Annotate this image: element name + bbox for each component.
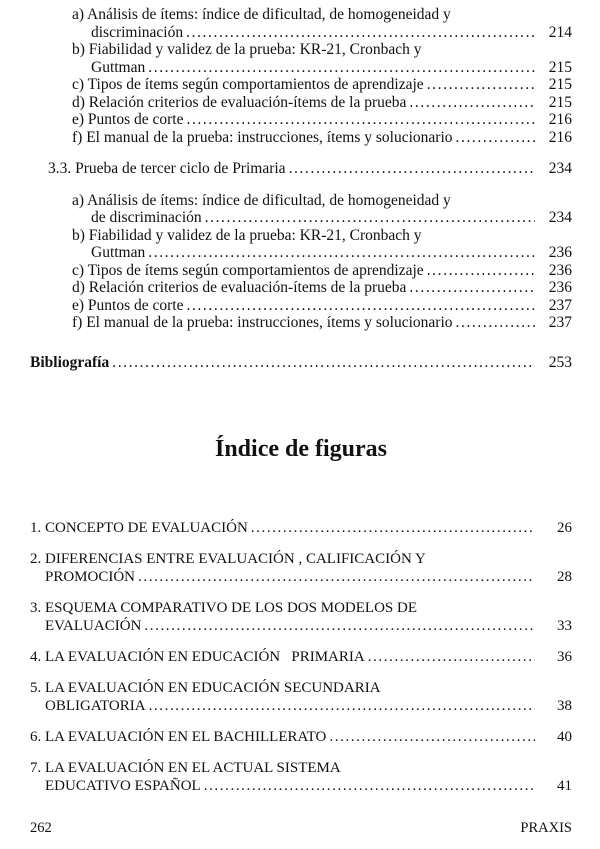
- entry-text: de discriminación: [91, 209, 202, 226]
- toc-line: [72, 314, 572, 332]
- toc-entry: [72, 279, 572, 297]
- entry-text: 3.3. Prueba de tercer ciclo de Primaria: [48, 160, 286, 177]
- figure-entry: [30, 648, 572, 666]
- entry-text: Bibliografía: [30, 353, 110, 371]
- figure-line: [30, 759, 572, 777]
- toc-line: [72, 24, 572, 42]
- entry-page-number: 216: [548, 128, 572, 146]
- entry-text: EVALUACIÓN: [45, 618, 142, 634]
- toc-line: [72, 244, 572, 262]
- entry-text: b) Fiabilidad y validez de la prueba: KR-21, Cronbach y: [72, 226, 422, 244]
- figure-line: [30, 648, 572, 666]
- entry-text: c) Tipos de ítems según comportamientos de aprendizaje: [72, 76, 424, 93]
- figure-entry: [30, 550, 572, 586]
- toc-line: [72, 111, 572, 129]
- entry-text: Guttman: [91, 244, 146, 261]
- toc-entry: [72, 6, 572, 41]
- figure-line: [30, 599, 572, 617]
- entry-text: d) Relación criterios de evaluación-ítems de la prueba: [72, 93, 407, 111]
- entry-page-number: 237: [548, 296, 572, 314]
- toc-entry: [72, 94, 572, 112]
- dot-leader: [289, 160, 535, 178]
- entry-text: 7. LA EVALUACIÓN EN EL ACTUAL SISTEMA: [30, 760, 341, 776]
- entry-page-number: 26: [557, 520, 572, 536]
- dot-leader: [149, 697, 535, 715]
- footer-page-number: 262: [30, 820, 52, 836]
- toc-entry: [72, 192, 572, 227]
- entry-text: e) Puntos de corte: [72, 296, 184, 314]
- dot-leader: [205, 209, 535, 227]
- entry-page-number: 38: [557, 698, 572, 714]
- dot-leader: [329, 728, 535, 746]
- entry-page-number: 28: [557, 569, 572, 585]
- entry-text: discriminación: [91, 23, 184, 41]
- toc-entry: [72, 129, 572, 147]
- entry-page-number: 41: [557, 778, 572, 794]
- toc-line: [30, 354, 572, 372]
- page-footer: [30, 820, 572, 837]
- toc-line: [72, 76, 572, 94]
- entry-page-number: 215: [548, 93, 572, 111]
- toc-subsection-block-2: [72, 192, 572, 332]
- figure-entry: [30, 728, 572, 746]
- toc-line: [72, 262, 572, 280]
- footer-publisher: PRAXIS: [520, 820, 572, 836]
- entry-page-number: 215: [548, 76, 572, 93]
- entry-page-number: 236: [548, 261, 572, 279]
- entry-text: a) Análisis de ítems: índice de dificultad, de homogeneidad y: [72, 191, 451, 209]
- entry-text: 3. ESQUEMA COMPARATIVO DE LOS DOS MODELOS DE: [30, 600, 417, 616]
- figures-index-heading: Índice de figuras: [214, 436, 387, 462]
- dot-leader: [409, 94, 535, 112]
- dot-leader: [186, 111, 535, 129]
- entry-page-number: 236: [548, 279, 572, 296]
- entry-page-number: 33: [557, 618, 572, 634]
- figure-line: [30, 697, 572, 715]
- toc-line: [72, 59, 572, 77]
- figure-line: [30, 550, 572, 568]
- entry-page-number: 236: [548, 244, 572, 261]
- figure-entry: [30, 519, 572, 537]
- entry-text: e) Puntos de corte: [72, 111, 184, 128]
- toc-subsection-block-1: [72, 6, 572, 146]
- entry-page-number: 215: [548, 58, 572, 76]
- figure-entry: [30, 599, 572, 635]
- entry-page-number: 40: [557, 729, 572, 745]
- entry-text: 5. LA EVALUACIÓN EN EDUCACIÓN SECUNDARIA: [30, 680, 381, 696]
- dot-leader: [409, 279, 535, 297]
- entry-text: PROMOCIÓN: [45, 569, 136, 585]
- dot-leader: [456, 129, 536, 147]
- dot-leader: [148, 244, 535, 262]
- dot-leader: [204, 777, 535, 795]
- toc-section-3-3: [48, 160, 572, 178]
- toc-line: [72, 227, 572, 245]
- entry-text: Guttman: [91, 58, 146, 76]
- figures-index-list: [30, 519, 572, 795]
- figure-line: [30, 617, 572, 635]
- figure-entry: [30, 759, 572, 795]
- entry-text: f) El manual de la prueba: instrucciones, ítems y solucionario: [72, 128, 453, 146]
- toc-entry: [72, 76, 572, 94]
- dot-leader: [427, 262, 535, 280]
- entry-page-number: 237: [548, 314, 572, 331]
- entry-text: EDUCATIVO ESPAÑOL: [45, 778, 201, 794]
- toc-line: [72, 41, 572, 59]
- toc-line: [48, 160, 572, 178]
- dot-leader: [456, 314, 536, 332]
- toc-entry: [72, 262, 572, 280]
- dot-leader: [148, 59, 535, 77]
- figure-line: [30, 777, 572, 795]
- entry-text: c) Tipos de ítems según comportamientos de aprendizaje: [72, 261, 424, 279]
- toc-line: [72, 6, 572, 24]
- entry-page-number: 253: [548, 353, 572, 371]
- dot-leader: [251, 519, 535, 537]
- toc-entry: [72, 111, 572, 129]
- entry-text: OBLIGATORIA: [45, 698, 146, 714]
- entry-text: f) El manual de la prueba: instrucciones, ítems y solucionario: [72, 314, 453, 331]
- toc-entry: [72, 41, 572, 76]
- dot-leader: [144, 617, 535, 635]
- figure-line: [30, 679, 572, 697]
- entry-text: d) Relación criterios de evaluación-ítems de la prueba: [72, 279, 407, 296]
- entry-text: 6. LA EVALUACIÓN EN EL BACHILLERATO: [30, 729, 327, 745]
- figure-line: [30, 728, 572, 746]
- toc-entry-bibliography: [30, 354, 572, 372]
- toc-line: [72, 192, 572, 210]
- entry-page-number: 234: [548, 160, 572, 177]
- dot-leader: [186, 297, 535, 315]
- dot-leader: [112, 354, 535, 372]
- toc-entry: [72, 227, 572, 262]
- toc-entry: [72, 314, 572, 332]
- figure-line: [30, 519, 572, 537]
- toc-line: [72, 209, 572, 227]
- entry-text: 4. LA EVALUACIÓN EN EDUCACIÓN PRIMARIA: [30, 649, 365, 665]
- entry-text: a) Análisis de ítems: índice de dificultad, de homogeneidad y: [72, 6, 451, 23]
- entry-page-number: 234: [548, 209, 572, 226]
- dot-leader: [368, 648, 535, 666]
- entry-page-number: 36: [557, 649, 572, 665]
- entry-page-number: 216: [548, 111, 572, 128]
- toc-entry: [72, 297, 572, 315]
- figure-entry: [30, 679, 572, 715]
- entry-text: 2. DIFERENCIAS ENTRE EVALUACIÓN , CALIFICACIÓN Y: [30, 551, 426, 567]
- figure-line: [30, 568, 572, 586]
- toc-line: [72, 297, 572, 315]
- toc-line: [72, 94, 572, 112]
- dot-leader: [138, 568, 535, 586]
- toc-line: [72, 129, 572, 147]
- dot-leader: [186, 24, 535, 42]
- entry-text: b) Fiabilidad y validez de la prueba: KR-21, Cronbach y: [72, 41, 422, 58]
- entry-text: 1. CONCEPTO DE EVALUACIÓN: [30, 520, 248, 536]
- toc-line: [72, 279, 572, 297]
- dot-leader: [427, 76, 535, 94]
- table-of-contents: [30, 6, 572, 371]
- entry-page-number: 214: [548, 23, 572, 41]
